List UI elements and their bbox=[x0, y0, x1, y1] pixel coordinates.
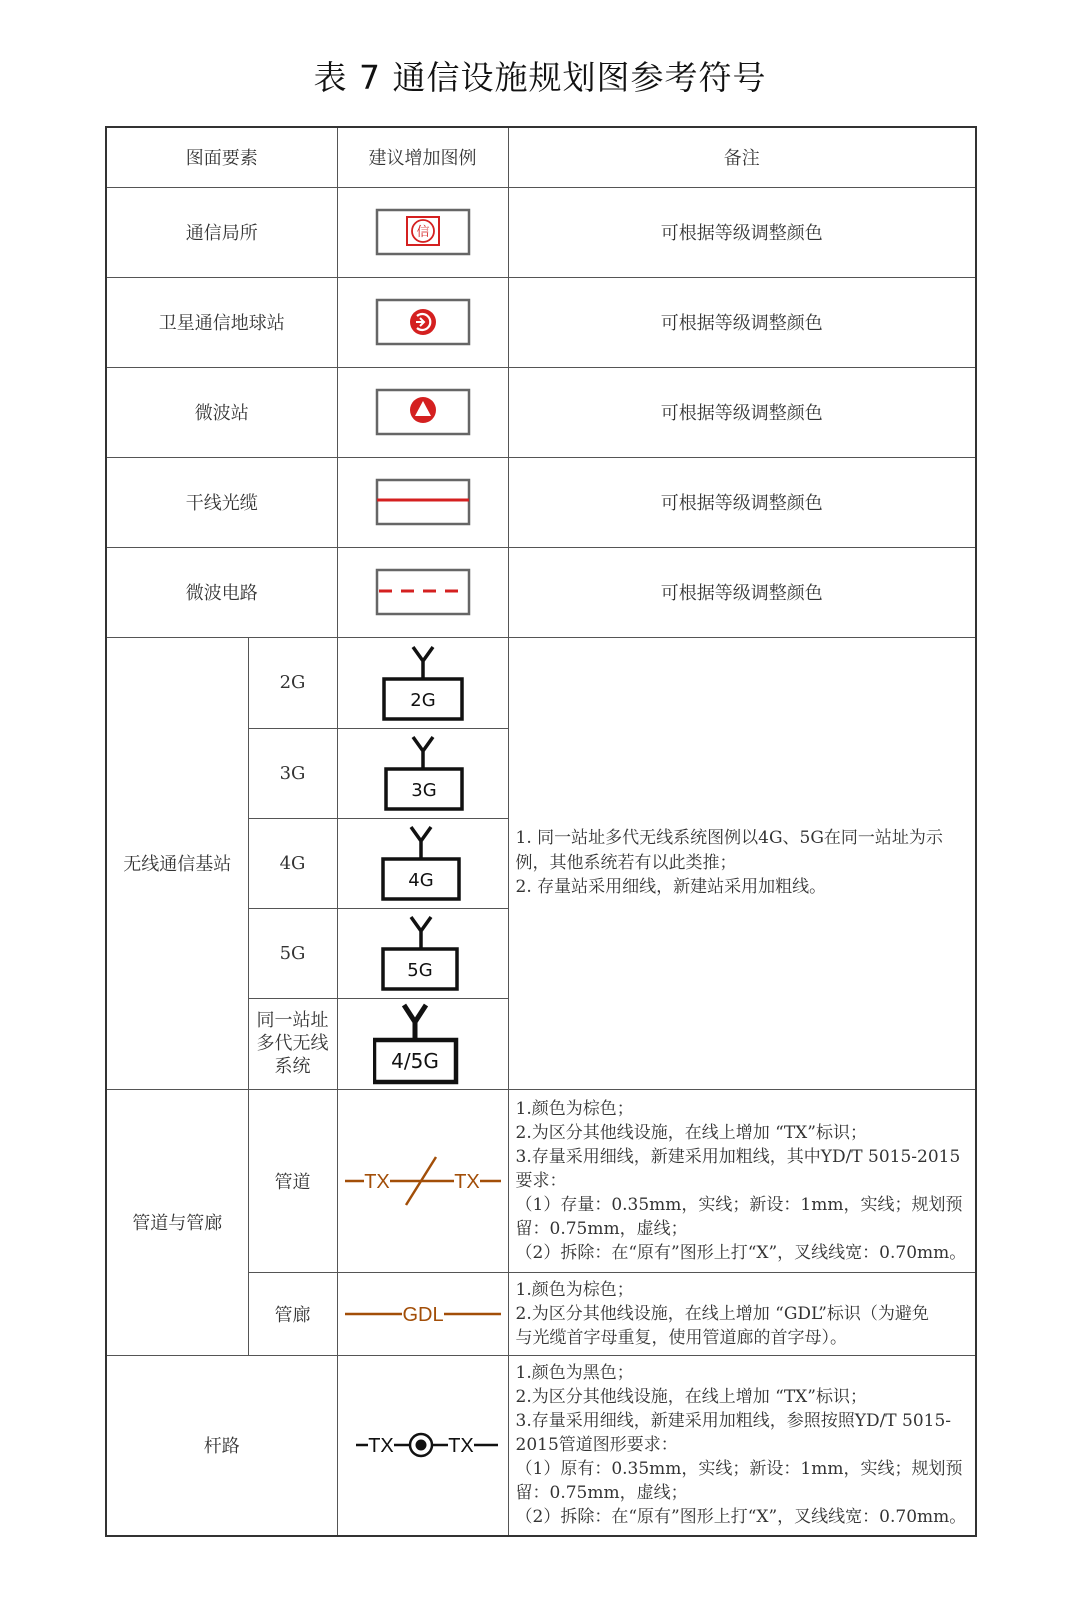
note-line: 2015管道图形要求： bbox=[515, 1435, 678, 1456]
header-row bbox=[106, 127, 976, 187]
header-legend: 建议增加图例 bbox=[337, 127, 508, 187]
pipeline-icon bbox=[338, 1151, 508, 1211]
element-name: 卫星通信地球站 bbox=[106, 277, 337, 367]
sub-element-name: 管廊 bbox=[248, 1272, 337, 1355]
note-cell: 可根据等级调整颜色 bbox=[508, 367, 976, 457]
element-name: 微波电路 bbox=[106, 547, 337, 637]
table-row bbox=[106, 1089, 976, 1272]
element-name: 干线光缆 bbox=[106, 457, 337, 547]
base-station-4g-icon bbox=[373, 819, 473, 907]
page-title: 表 7 通信设施规划图参考符号 bbox=[313, 58, 767, 97]
legend-cell bbox=[337, 1272, 508, 1355]
pole-line-icon bbox=[338, 1425, 508, 1465]
note-line: （1）存量：0.35mm，实线；新设：1mm，实线；规划预 bbox=[515, 1194, 963, 1215]
note-line: （1）原有：0.35mm，实线；新设：1mm，实线；规划预 bbox=[515, 1459, 963, 1480]
note-line: 1.颜色为黑色； bbox=[515, 1363, 634, 1384]
note-line: 2.为区分其他线设施，在线上增加 “TX”标识； bbox=[515, 1122, 867, 1143]
note-line: 与光缆首字母重复，使用管道廊的首字母）。 bbox=[515, 1327, 847, 1348]
label-3g: 3G bbox=[410, 780, 437, 801]
gdl-label: GDL bbox=[401, 1303, 444, 1326]
note-line: 要求： bbox=[515, 1170, 567, 1191]
table-row bbox=[106, 547, 976, 637]
sub-element-name bbox=[248, 998, 337, 1089]
note-line: 2. 存量站采用细线，新建站采用加粗线。 bbox=[515, 877, 827, 898]
note-cell: 可根据等级调整颜色 bbox=[508, 457, 976, 547]
note-cell: 可根据等级调整颜色 bbox=[508, 277, 976, 367]
tx-label-left: TX bbox=[363, 1170, 390, 1193]
legend-cell bbox=[337, 728, 508, 818]
element-name: 通信局所 bbox=[106, 187, 337, 277]
element-name: 杆路 bbox=[106, 1355, 337, 1536]
element-name: 无线通信基站 bbox=[106, 637, 248, 1089]
table-row bbox=[106, 457, 976, 547]
note-line: 1.颜色为棕色； bbox=[515, 1098, 634, 1119]
sub-element-name: 2G bbox=[248, 637, 337, 728]
table-row bbox=[106, 367, 976, 457]
note-cell bbox=[508, 1089, 976, 1272]
tx-label-left: TX bbox=[367, 1435, 394, 1458]
table-row bbox=[106, 637, 976, 728]
label-2g: 2G bbox=[409, 689, 436, 711]
legend-cell bbox=[337, 1355, 508, 1536]
sub-name-line: 同一站址 bbox=[256, 1010, 329, 1031]
note-line: 3.存量采用细线，新建采用加粗线，其中YD/T 5015-2015 bbox=[515, 1146, 961, 1167]
legend-cell bbox=[337, 187, 508, 277]
base-station-3g-icon bbox=[373, 729, 473, 817]
legend-cell bbox=[337, 457, 508, 547]
note-cell: 可根据等级调整颜色 bbox=[508, 187, 976, 277]
legend-cell bbox=[337, 908, 508, 998]
element-name: 微波站 bbox=[106, 367, 337, 457]
legend-cell bbox=[337, 998, 508, 1089]
sub-name-line: 多代无线 bbox=[256, 1033, 329, 1054]
satellite-station-icon bbox=[373, 297, 473, 347]
note-cell bbox=[508, 637, 976, 1089]
tx-label-right: TX bbox=[453, 1170, 480, 1193]
note-line: 2.为区分其他线设施，在线上增加 “GDL”标识（为避免 bbox=[515, 1303, 929, 1324]
trunk-cable-icon bbox=[373, 477, 473, 527]
header-notes: 备注 bbox=[508, 127, 976, 187]
label-5g: 5G bbox=[406, 960, 433, 981]
note-line: （2）拆除：在“原有”图形上打“X”，叉线线宽：0.70mm。 bbox=[515, 1242, 967, 1263]
legend-cell bbox=[337, 1089, 508, 1272]
base-station-5g-icon bbox=[373, 909, 473, 997]
office-glyph: 信 bbox=[415, 225, 430, 240]
note-cell bbox=[508, 1272, 976, 1355]
utility-corridor-icon bbox=[338, 1294, 508, 1334]
tx-label-right: TX bbox=[447, 1435, 474, 1458]
header-element: 图面要素 bbox=[106, 127, 337, 187]
note-line: 1.颜色为棕色； bbox=[515, 1279, 634, 1300]
legend-cell bbox=[337, 277, 508, 367]
note-cell bbox=[508, 1355, 976, 1536]
telecom-office-icon bbox=[373, 207, 473, 257]
legend-cell bbox=[337, 637, 508, 728]
table-row bbox=[106, 1355, 976, 1536]
note-line: （2）拆除：在“原有”图形上打“X”，叉线线宽：0.70mm。 bbox=[515, 1507, 967, 1528]
legend-cell bbox=[337, 367, 508, 457]
note-line: 留：0.75mm，虚线； bbox=[515, 1218, 688, 1239]
label-4g: 4G bbox=[407, 870, 434, 891]
sub-element-name: 3G bbox=[248, 728, 337, 818]
note-line: 1. 同一站址多代无线系统图例以4G、5G在同一站址为示例，其他系统若有以此类推； bbox=[515, 828, 943, 873]
base-station-multi-icon bbox=[373, 1000, 473, 1088]
note-line: 2.为区分其他线设施，在线上增加 “TX”标识； bbox=[515, 1387, 867, 1408]
table-row bbox=[106, 277, 976, 367]
microwave-circuit-icon bbox=[373, 567, 473, 617]
base-station-2g-icon bbox=[373, 639, 473, 727]
sub-element-name: 5G bbox=[248, 908, 337, 998]
note-line: 留：0.75mm，虚线； bbox=[515, 1483, 688, 1504]
table-row bbox=[106, 187, 976, 277]
element-name: 管道与管廊 bbox=[106, 1089, 248, 1355]
label-45g: 4/5G bbox=[390, 1048, 439, 1073]
note-line: 3.存量采用细线，新建采用加粗线，参照按照YD/T 5015- bbox=[515, 1411, 952, 1432]
legend-cell bbox=[337, 547, 508, 637]
sub-element-name: 管道 bbox=[248, 1089, 337, 1272]
microwave-station-icon bbox=[373, 387, 473, 437]
symbol-table bbox=[105, 126, 977, 1537]
note-cell: 可根据等级调整颜色 bbox=[508, 547, 976, 637]
sub-element-name: 4G bbox=[248, 818, 337, 908]
sub-name-line: 系统 bbox=[274, 1056, 311, 1077]
legend-cell bbox=[337, 818, 508, 908]
